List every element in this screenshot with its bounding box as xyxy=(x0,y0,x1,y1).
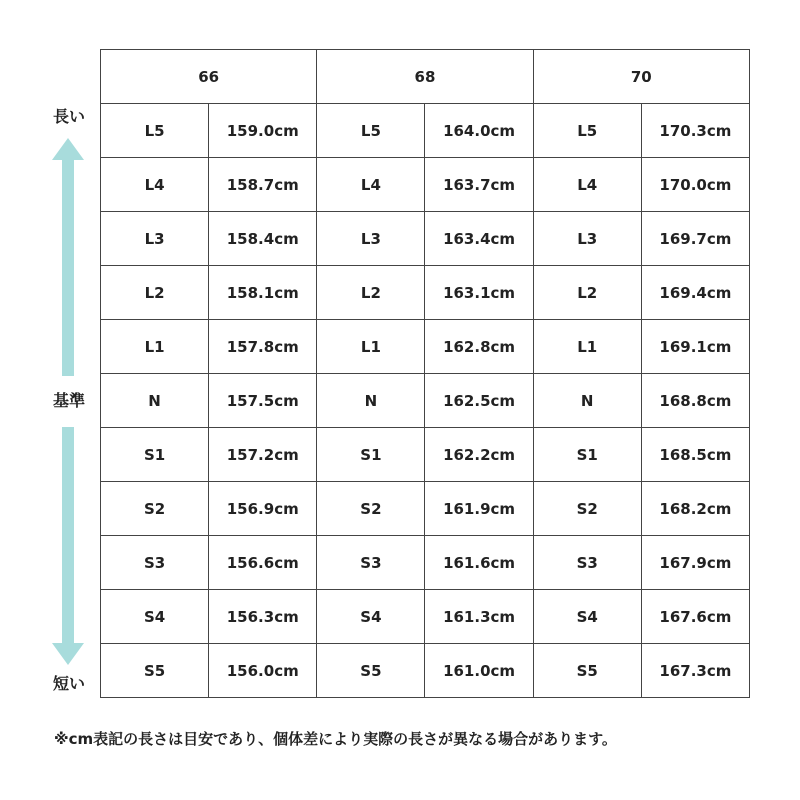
table-row xyxy=(101,158,750,212)
length-value-cell: 156.9cm xyxy=(209,482,317,536)
length-code-cell: L1 xyxy=(533,320,641,374)
length-code-cell: L3 xyxy=(533,212,641,266)
length-value-cell: 168.8cm xyxy=(641,374,749,428)
header-size-66: 66 xyxy=(101,50,317,104)
length-code-cell: S4 xyxy=(317,590,425,644)
length-value-cell: 169.4cm xyxy=(641,266,749,320)
table-row xyxy=(101,320,750,374)
length-value-cell: 156.0cm xyxy=(209,644,317,698)
length-code-cell: S1 xyxy=(101,428,209,482)
length-value-cell: 161.0cm xyxy=(425,644,533,698)
length-code-cell: S3 xyxy=(101,536,209,590)
length-value-cell: 163.4cm xyxy=(425,212,533,266)
length-value-cell: 159.0cm xyxy=(209,104,317,158)
length-value-cell: 157.2cm xyxy=(209,428,317,482)
length-value-cell: 167.9cm xyxy=(641,536,749,590)
length-code-cell: S2 xyxy=(533,482,641,536)
table-row xyxy=(101,266,750,320)
length-value-cell: 161.9cm xyxy=(425,482,533,536)
length-code-cell: L2 xyxy=(533,266,641,320)
label-long: 長い xyxy=(52,107,85,126)
length-value-cell: 161.6cm xyxy=(425,536,533,590)
length-code-cell: L1 xyxy=(101,320,209,374)
header-size-70: 70 xyxy=(533,50,749,104)
length-code-cell: L5 xyxy=(101,104,209,158)
footnote: ※cm表記の長さは目安であり、個体差により実際の長さが異なる場合があります。 xyxy=(54,730,617,748)
table-row xyxy=(101,590,750,644)
length-code-cell: L5 xyxy=(533,104,641,158)
header-size-68: 68 xyxy=(317,50,533,104)
length-code-cell: L4 xyxy=(533,158,641,212)
length-value-cell: 157.8cm xyxy=(209,320,317,374)
length-value-cell: 158.4cm xyxy=(209,212,317,266)
length-code-cell: S4 xyxy=(533,590,641,644)
length-code-cell: L2 xyxy=(317,266,425,320)
length-code-cell: L3 xyxy=(101,212,209,266)
length-value-cell: 170.0cm xyxy=(641,158,749,212)
length-code-cell: L4 xyxy=(101,158,209,212)
length-value-cell: 163.1cm xyxy=(425,266,533,320)
length-code-cell: L2 xyxy=(101,266,209,320)
length-value-cell: 156.3cm xyxy=(209,590,317,644)
length-code-cell: S3 xyxy=(317,536,425,590)
length-value-cell: 164.0cm xyxy=(425,104,533,158)
length-code-cell: N xyxy=(101,374,209,428)
length-value-cell: 167.3cm xyxy=(641,644,749,698)
arrow-up-icon xyxy=(52,138,84,376)
length-code-cell: L5 xyxy=(317,104,425,158)
length-value-cell: 158.7cm xyxy=(209,158,317,212)
length-value-cell: 156.6cm xyxy=(209,536,317,590)
length-value-cell: 168.2cm xyxy=(641,482,749,536)
table-body xyxy=(101,104,750,698)
length-code-cell: S2 xyxy=(317,482,425,536)
length-value-cell: 163.7cm xyxy=(425,158,533,212)
label-short: 短い xyxy=(52,674,85,693)
size-table xyxy=(100,49,750,698)
length-value-cell: 162.8cm xyxy=(425,320,533,374)
length-value-cell: 162.5cm xyxy=(425,374,533,428)
length-code-cell: S3 xyxy=(533,536,641,590)
header-row xyxy=(101,50,750,104)
table-row xyxy=(101,536,750,590)
length-code-cell: S1 xyxy=(317,428,425,482)
length-value-cell: 161.3cm xyxy=(425,590,533,644)
length-code-cell: S2 xyxy=(101,482,209,536)
length-value-cell: 168.5cm xyxy=(641,428,749,482)
table-row xyxy=(101,212,750,266)
length-code-cell: N xyxy=(533,374,641,428)
length-value-cell: 170.3cm xyxy=(641,104,749,158)
length-code-cell: S5 xyxy=(101,644,209,698)
length-code-cell: S4 xyxy=(101,590,209,644)
length-value-cell: 167.6cm xyxy=(641,590,749,644)
length-code-cell: L1 xyxy=(317,320,425,374)
length-code-cell: S1 xyxy=(533,428,641,482)
length-value-cell: 158.1cm xyxy=(209,266,317,320)
table-row xyxy=(101,482,750,536)
length-value-cell: 162.2cm xyxy=(425,428,533,482)
length-value-cell: 169.1cm xyxy=(641,320,749,374)
arrow-down-icon xyxy=(52,427,84,665)
length-code-cell: L4 xyxy=(317,158,425,212)
length-value-cell: 169.7cm xyxy=(641,212,749,266)
length-code-cell: L3 xyxy=(317,212,425,266)
label-base: 基準 xyxy=(52,391,85,410)
length-value-cell: 157.5cm xyxy=(209,374,317,428)
table-row xyxy=(101,644,750,698)
length-code-cell: S5 xyxy=(533,644,641,698)
table-row xyxy=(101,104,750,158)
table-row xyxy=(101,374,750,428)
length-code-cell: S5 xyxy=(317,644,425,698)
table-row xyxy=(101,428,750,482)
length-code-cell: N xyxy=(317,374,425,428)
